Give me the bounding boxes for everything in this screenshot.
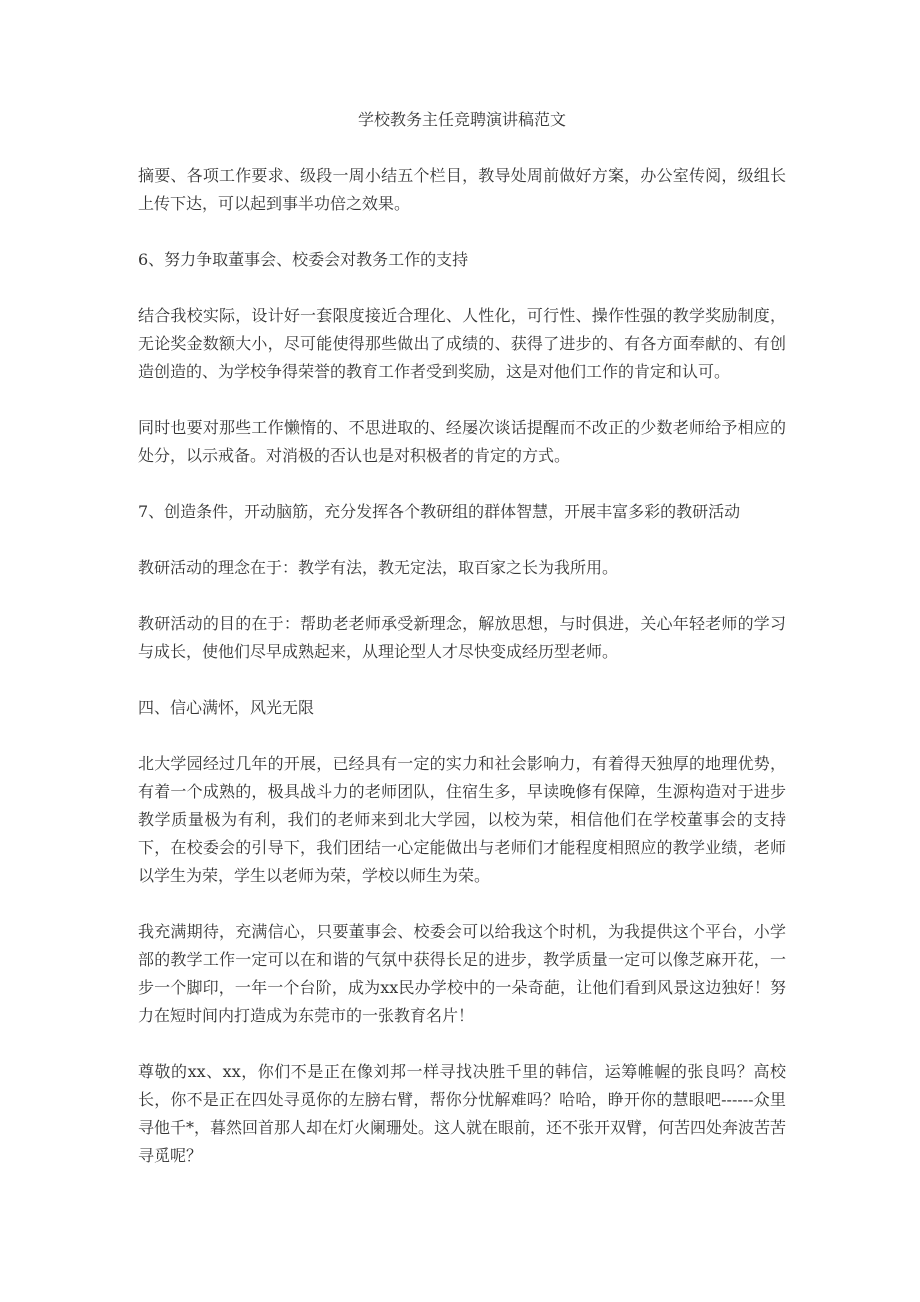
section-heading-4: 四、信心满怀，风光无限	[138, 698, 315, 717]
section-heading-6: 6、努力争取董事会、校委会对教务工作的支持	[138, 250, 469, 269]
paragraph-expectation: 我充满期待，充满信心，只要董事会、校委会可以给我这个时机，为我提供这个平台，小学部的教学工作一定可以在和谐的气氛中获得长足的进步，教学质量一定可以像芝麻开花，一步一个脚印，一年一个台阶，成为xx民办学校中的一朵奇葩，让他们看到风景这边独好！努力在短时间内打造成为东莞市的一张教育名片！	[138, 922, 786, 1025]
paragraph-research-purpose: 教研活动的目的在于：帮助老老师承受新理念，解放思想，与时俱进，关心年轻老师的学习与成长，使他们尽早成熟起来，从理论型人才尽快变成经历型老师。	[138, 614, 786, 661]
paragraph-closing-appeal: 尊敬的xx、xx，你们不是正在像刘邦一样寻找决胜千里的韩信，运筹帷幄的张良吗？高校长，你不是正在四处寻觅你的左膀右臂，帮你分忧解难吗？哈哈，睁开你的慧眼吧------众里寻他千*，暮然回首那人却在灯火阑珊处。这人就在眼前，还不张开双臂，何苦四处奔波苦苦寻觅呢？	[138, 1062, 787, 1165]
paragraph-summary: 摘要、各项工作要求、级段一周小结五个栏目，教导处周前做好方案，办公室传阅，级组长上传下达，可以起到事半功倍之效果。	[138, 166, 786, 213]
document-title: 学校教务主任竞聘演讲稿范文	[357, 110, 566, 129]
paragraph-reward-system: 结合我校实际，设计好一套限度接近合理化、人性化，可行性、操作性强的教学奖励制度，无论奖金数额大小，尽可能使得那些做出了成绩的、获得了进步的、有各方面奉献的、有创造创造的、为学校争得荣誉的教育工作者受到奖励，这是对他们工作的肯定和认可。	[138, 306, 786, 381]
section-heading-7: 7、创造条件，开动脑筋，充分发挥各个教研组的群体智慧，开展丰富多彩的教研活动	[138, 502, 741, 521]
paragraph-research-concept: 教研活动的理念在于：教学有法，教无定法，取百家之长为我所用。	[138, 558, 619, 577]
paragraph-school-strengths: 北大学园经过几年的开展，已经具有一定的实力和社会影响力，有着得天独厚的地理优势，有着一个成熟的，极具战斗力的老师团队，住宿生多，早读晚修有保障，生源构造对于进步教学质量极为有利，我们的老师来到北大学园，以校为荣，相信他们在学校董事会的支持下，在校委会的引导下，我们团结一心定能做出与老师们才能程度相照应的教学业绩，老师以学生为荣，学生以老师为荣，学校以师生为荣。	[138, 754, 786, 885]
paragraph-discipline: 同时也要对那些工作懒惰的、不思进取的、经屡次谈话提醒而不改正的少数老师给予相应的处分，以示戒备。对消极的否认也是对积极者的肯定的方式。	[138, 418, 786, 465]
